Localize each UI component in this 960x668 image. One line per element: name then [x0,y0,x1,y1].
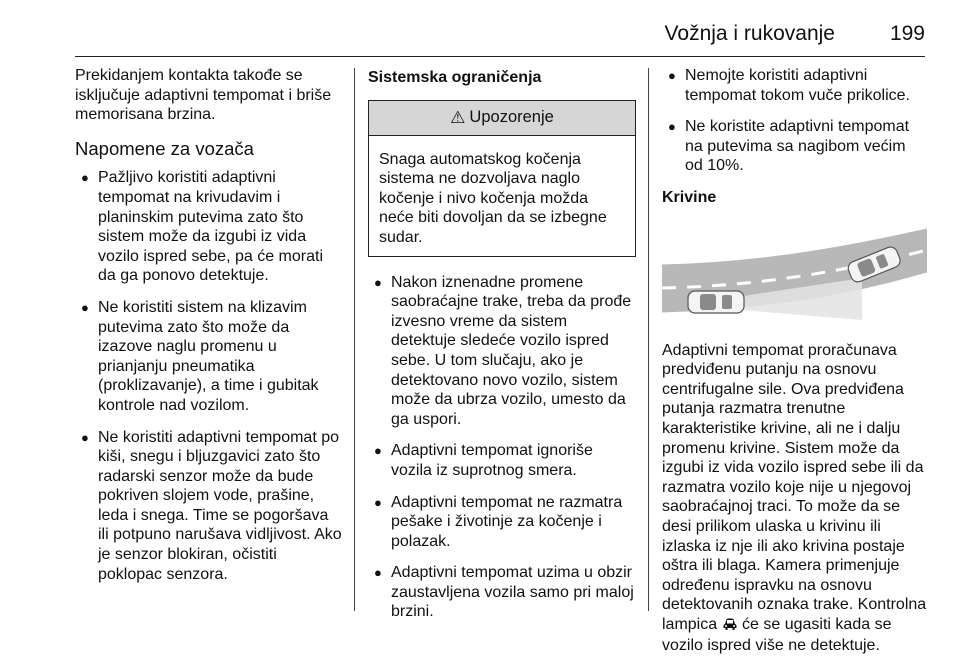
curves-paragraph: Adaptivni tempomat proračunava predviđenu putanju na osnovu centrifugalne sile. Ova predviđena putanja razmatra trenutne karakteristike krivine, ali ne i dalju promenu krivine. Sistem može da izgubi iz vida vozilo ispred sebe ili da razmatra vozilo koje nije u njegovoj saobraćajnoj traci. To može da se desi prilikom ulaska u krivinu ili izlaska iz nje ili ako krivina postaje oštra ili blaga. Kamera primenjuje određenu ispravku na osnovu detektovanih oznaka trake. Kontrolna lampica će se ugasiti kada se vozilo ispred više ne detektuje. [662,341,927,655]
column-2 [368,66,636,634]
warning-body: Snaga automatskog kočenja sistema ne dozvoljava naglo kočenje i nivo kočenja možda neće biti dovoljan da se izbegne sudar. [379,150,607,246]
driver-notes-list [75,168,343,584]
bullet-icon: ● [374,443,382,459]
curves-heading: Krivine [662,188,717,206]
page-header [75,0,925,57]
system-limits-heading: Sistemska ograničenja [368,69,542,86]
intro-paragraph: Prekidanjem kontakta takođe se isključuje adaptivni tempomat i briše memorisana brzina. [75,67,332,124]
curve-illustration [662,220,927,323]
bullet-icon: ● [81,299,89,315]
driver-notes-heading: Napomene za vozača [75,137,254,159]
list-item: ● Ne koristiti sistem na klizavim putevima zato što može da izazove naglu promenu u prianjanju pneumatika (proklizavanje), a time i gubitak kontrole nad vozilom. [81,298,319,414]
own-car-icon [688,291,744,313]
bullet-icon: ● [374,274,382,290]
column-divider [648,68,649,611]
warning-box [368,100,636,257]
bullet-icon: ● [374,565,382,581]
column-3 [662,66,927,668]
section-title: Vožnja i rukovanje [664,22,835,45]
warning-title: Upozorenje [469,107,554,126]
list-item: ● Pažljivo koristiti adaptivni tempomat na krivudavim i planinskim putevima zato što sistem može da izgubi iz vida vozilo ispred sebe, pa će morati da ga ponovo detektuje. [81,169,323,285]
list-item: ● Adaptivni tempomat ne razmatra pešake i životinje za kočenje i polazak. [374,493,623,550]
vehicle-ahead-icon [722,617,738,637]
more-limits-list [662,66,927,176]
bullet-icon: ● [81,170,89,186]
column-divider [354,68,355,611]
warning-triangle-icon: ⚠ [450,107,466,127]
bullet-icon: ● [668,119,676,135]
page-number: 199 [889,22,925,45]
list-item: ● Ne koristite adaptivni tempomat na putevima sa nagibom većim od 10%. [668,118,910,175]
list-item: ● Adaptivni tempomat uzima u obzir zaustavljena vozila samo pri maloj brzini. [374,564,634,621]
warning-header [369,101,635,136]
bullet-icon: ● [374,494,382,510]
list-item: ● Ne koristiti adaptivni tempomat po kiši, snegu i bljuzgavici zato što radarski senzor može da bude pokriven slojem vode, prašine, leda i snega. Time se pogoršava ili potpuno narušava vidljivost. Ako je senzor blokiran, očistiti poklopac senzora. [81,428,342,583]
list-item: ● Nakon iznenadne promene saobraćajne trake, treba da prođe izvesno vreme da sistem detektuje sledeće vozilo ispred sebe. U tom slučaju, ako je detektovano novo vozilo, sistem može da ubrza vozilo, umesto da ga uspori. [374,273,632,428]
system-limits-list [368,273,636,623]
bullet-icon: ● [668,68,676,83]
list-item: ● Adaptivni tempomat ignoriše vozila iz suprotnog smera. [374,442,593,479]
column-1 [75,66,343,596]
bullet-icon: ● [81,429,89,445]
list-item: ● Nemojte koristiti adaptivni tempomat tokom vuče prikolice. [668,67,910,104]
